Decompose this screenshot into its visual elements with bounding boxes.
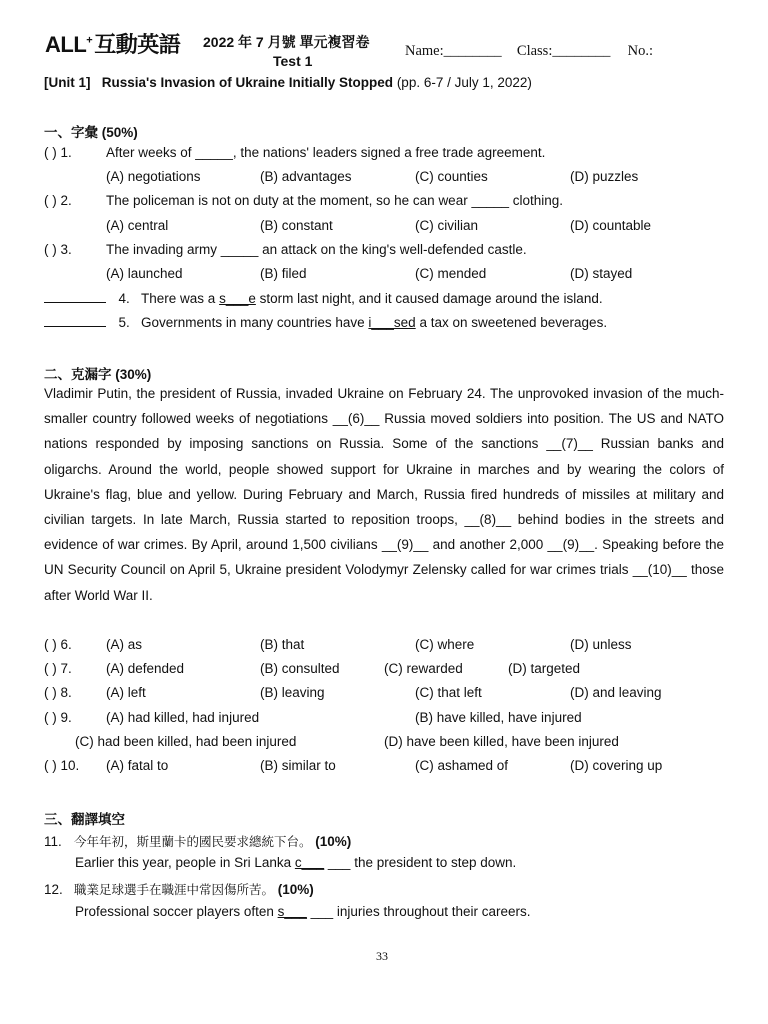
option-b[interactable]: (B) similar to bbox=[260, 758, 336, 773]
question-number: ( ) 1. bbox=[44, 145, 72, 160]
question-stem: The invading army _____ an attack on the king's well-defended castle. bbox=[106, 242, 527, 257]
option-a[interactable]: (A) left bbox=[106, 685, 146, 700]
option-c[interactable]: (C) rewarded bbox=[384, 661, 463, 676]
option-d[interactable]: (D) countable bbox=[570, 218, 652, 233]
sentence-pre: Professional soccer players often bbox=[75, 904, 278, 919]
option-b[interactable]: (B) have killed, have injured bbox=[415, 710, 582, 725]
score-weight: (10%) bbox=[315, 834, 352, 849]
option-c[interactable]: (C) had been killed, had been injured bbox=[75, 734, 297, 749]
test-title: 2022 年 7 月號 單元複習卷 bbox=[203, 34, 370, 50]
section-vocabulary-heading: 一、字彙 (50%) bbox=[44, 125, 138, 140]
question-number: 11. bbox=[44, 834, 62, 849]
question-12-prompt bbox=[44, 880, 314, 898]
score-weight: (10%) bbox=[277, 882, 314, 897]
test-subtitle: Test 1 bbox=[273, 53, 313, 69]
question-number: ( ) 7. bbox=[44, 661, 72, 676]
question-11-answer-line bbox=[75, 855, 516, 870]
option-a[interactable]: (A) negotiations bbox=[106, 169, 201, 184]
question-3 bbox=[44, 242, 527, 257]
question-stem: The policeman is not on duty at the moment, so he can wear _____ clothing. bbox=[106, 193, 564, 208]
unit-line bbox=[44, 75, 532, 90]
question-4 bbox=[44, 290, 603, 306]
answer-hint[interactable]: c___ bbox=[294, 855, 325, 870]
option-d[interactable]: (D) covering up bbox=[570, 758, 663, 773]
stem-pre: There was a bbox=[141, 291, 220, 306]
student-info-fields bbox=[405, 43, 653, 60]
option-c[interactable]: (C) civilian bbox=[415, 218, 479, 233]
chinese-prompt: 今年年初，斯里蘭卡的國民要求總統下台。 bbox=[74, 834, 312, 849]
option-c[interactable]: (C) ashamed of bbox=[415, 758, 509, 773]
question-number: ( ) 3. bbox=[44, 242, 72, 257]
sentence-pre: Earlier this year, people in Sri Lanka bbox=[75, 855, 295, 870]
page-number: 33 bbox=[376, 949, 388, 963]
option-c[interactable]: (C) that left bbox=[415, 685, 482, 700]
option-d[interactable]: (D) have been killed, have been injured bbox=[384, 734, 619, 749]
option-a[interactable]: (A) defended bbox=[106, 661, 185, 676]
question-number: ( ) 9. bbox=[44, 710, 72, 725]
option-b[interactable]: (B) consulted bbox=[260, 661, 340, 676]
option-b[interactable]: (B) leaving bbox=[260, 685, 325, 700]
question-number: 12. bbox=[44, 882, 63, 897]
chinese-prompt: 職業足球選手在職涯中常因傷所苦。 bbox=[74, 882, 275, 897]
question-5 bbox=[44, 314, 607, 330]
stem-pre: Governments in many countries have bbox=[141, 315, 369, 330]
question-number: ( ) 8. bbox=[44, 685, 72, 700]
question-number: 4. bbox=[118, 291, 130, 306]
name-field[interactable]: Name:________ bbox=[405, 43, 502, 59]
spelling-hint: i___sed bbox=[368, 315, 416, 330]
option-b[interactable]: (B) that bbox=[260, 637, 305, 652]
question-12-answer-line bbox=[75, 904, 531, 919]
cloze-passage: Vladimir Putin, the president of Russia, invaded Ukraine on February 24. The unprovoked invasion of the much-smaller country followed weeks of negotiations __(6)__ Russia moved soldiers into position. The US and NATO nations responded by imposing sanctions on Russia. Some of the sanctions __(7)__ Russian banks and oligarchs. Around the world, people showed support for Ukraine in marches and by wearing the colors of Ukraine's flag, blue and yellow. During February and March, Russia fired hundreds of missiles at military and civilian targets. In late March, Russia started to reposition troops, __(8)__ behind bodies in the streets and evidence of war crimes. By April, around 1,500 civilians __(9)__ and another 2,000 __(9)__. Speaking before the UN Security Council on April 5, Ukraine president Volodymyr Zelensky called for war crimes trials __(10)__ those after World War II. bbox=[44, 386, 724, 603]
option-b[interactable]: (B) advantages bbox=[260, 169, 352, 184]
logo-text: ALL bbox=[45, 32, 87, 57]
number-field[interactable]: No.: bbox=[627, 43, 653, 59]
class-field[interactable]: Class:________ bbox=[516, 43, 611, 59]
option-c[interactable]: (C) counties bbox=[415, 169, 488, 184]
brand-logo bbox=[45, 28, 180, 59]
option-d[interactable]: (D) and leaving bbox=[570, 685, 662, 700]
answer-blank[interactable] bbox=[44, 314, 106, 327]
option-c[interactable]: (C) mended bbox=[415, 266, 487, 281]
option-a[interactable]: (A) launched bbox=[106, 266, 183, 281]
answer-blank[interactable]: ___ bbox=[306, 904, 337, 919]
option-a[interactable]: (A) fatal to bbox=[106, 758, 169, 773]
answer-blank[interactable]: ___ bbox=[324, 855, 355, 870]
unit-pages: (pp. 6-7 / July 1, 2022) bbox=[396, 75, 532, 90]
logo-chinese: 互動英語 bbox=[94, 33, 181, 58]
option-d[interactable]: (D) unless bbox=[570, 637, 632, 652]
answer-hint[interactable]: s___ bbox=[277, 904, 307, 919]
option-d[interactable]: (D) puzzles bbox=[570, 169, 639, 184]
option-c[interactable]: (C) where bbox=[415, 637, 475, 652]
logo-plus: + bbox=[86, 34, 93, 47]
section-cloze-heading: 二、克漏字 (30%) bbox=[44, 367, 152, 382]
question-11-prompt bbox=[44, 832, 351, 850]
spelling-hint: s___e bbox=[219, 291, 256, 306]
option-d[interactable]: (D) stayed bbox=[570, 266, 633, 281]
option-a[interactable]: (A) central bbox=[106, 218, 169, 233]
stem-post: storm last night, and it caused damage around the island. bbox=[255, 291, 603, 306]
option-a[interactable]: (A) as bbox=[106, 637, 143, 652]
question-1 bbox=[44, 145, 545, 160]
question-number: ( ) 6. bbox=[44, 637, 72, 652]
option-d[interactable]: (D) targeted bbox=[508, 661, 581, 676]
option-a[interactable]: (A) had killed, had injured bbox=[106, 710, 260, 725]
sentence-post: the president to step down. bbox=[354, 855, 517, 870]
option-b[interactable]: (B) filed bbox=[260, 266, 307, 281]
question-2 bbox=[44, 193, 563, 208]
unit-title: Russia's Invasion of Ukraine Initially Stopped bbox=[101, 75, 394, 90]
sentence-post: injuries throughout their careers. bbox=[336, 904, 531, 919]
section-translation-heading: 三、翻譯填空 bbox=[44, 812, 125, 827]
question-number: 5. bbox=[118, 315, 130, 330]
stem-post: a tax on sweetened beverages. bbox=[415, 315, 608, 330]
question-number: ( ) 2. bbox=[44, 193, 72, 208]
answer-blank[interactable] bbox=[44, 290, 106, 303]
question-stem: After weeks of _____, the nations' leaders signed a free trade agreement. bbox=[106, 145, 546, 160]
unit-tag: [Unit 1] bbox=[44, 75, 91, 90]
question-number: ( ) 10. bbox=[44, 758, 80, 773]
option-b[interactable]: (B) constant bbox=[260, 218, 333, 233]
